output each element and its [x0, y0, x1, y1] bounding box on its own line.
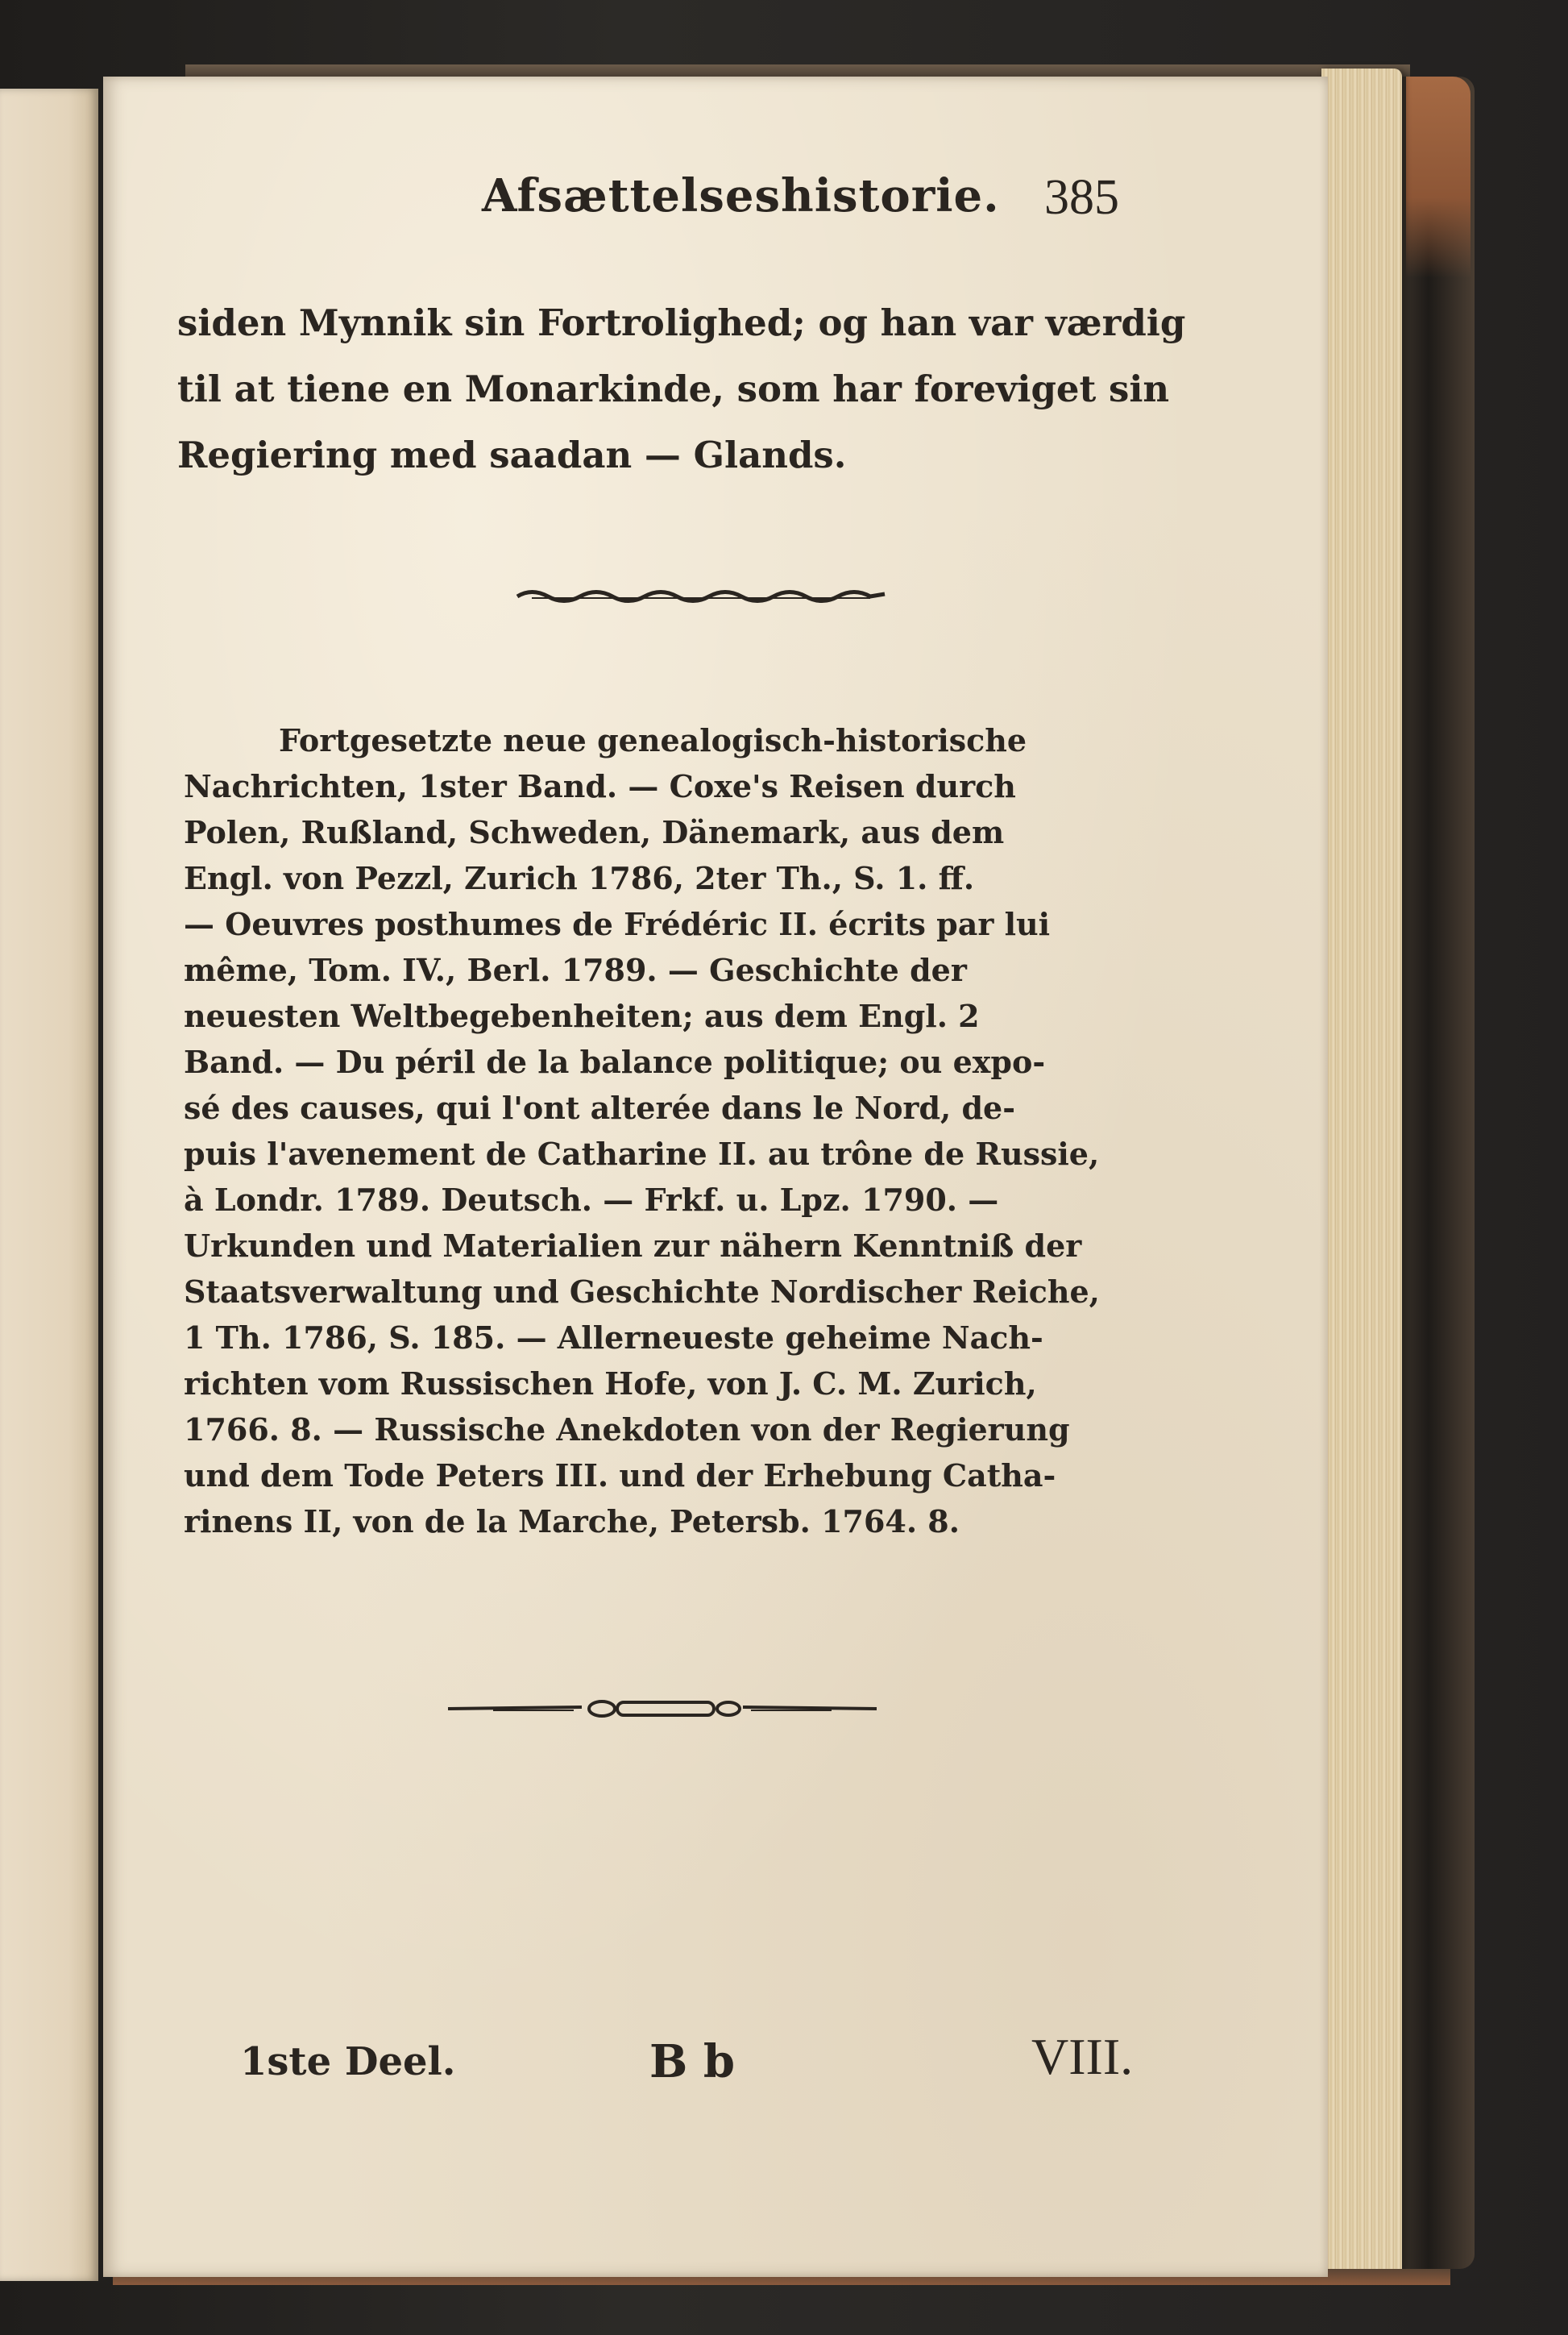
bibliography-line: même, Tom. IV., Berl. 1789. — Geschichte der: [184, 952, 967, 988]
bibliography-line: — Oeuvres posthumes de Frédéric II. écrits par lui: [184, 906, 1051, 942]
cover-corner-leather: [1406, 77, 1471, 278]
page-number: 385: [1044, 170, 1119, 225]
tailpiece-ornament: [445, 1693, 880, 1725]
bibliography-line: Staatsverwaltung und Geschichte Nordischer Reiche,: [184, 1273, 1100, 1310]
bibliography-block: [184, 717, 1100, 1544]
bibliography-line: rinens II, von de la Marche, Petersb. 1764. 8.: [184, 1503, 960, 1539]
bibliography-line: neuesten Weltbegebenheiten; aus dem Engl. 2: [184, 998, 980, 1034]
signature-mark: 1ste Deel.: [240, 2039, 456, 2084]
bibliography-line: Urkunden und Materialien zur nähern Kenntniß der: [184, 1228, 1082, 1264]
bibliography-line: Band. — Du péril de la balance politique; ou expo-: [184, 1044, 1046, 1080]
running-head: Afsættelseshistorie.: [482, 169, 1000, 222]
catchword: VIII.: [1031, 2028, 1134, 2085]
sheet-mark: B b: [649, 2035, 735, 2088]
bibliography-line: Nachrichten, 1ster Band. — Coxe's Reisen durch: [184, 768, 1016, 804]
bibliography-line: sé des causes, qui l'ont alterée dans le Nord, de-: [184, 1090, 1015, 1126]
facing-page-edge: [0, 89, 98, 2281]
bibliography-line: richten vom Russischen Hofe, von J. C. M. Zurich,: [184, 1365, 1037, 1402]
text-line: til at tiene en Monarkinde, som har foreviget sin: [177, 368, 1170, 410]
bibliography-line: 1766. 8. — Russische Anekdoten von der Regierung: [184, 1411, 1070, 1448]
bibliography-line: à Londr. 1789. Deutsch. — Frkf. u. Lpz. 1790. —: [184, 1182, 999, 1218]
bibliography-line: Engl. von Pezzl, Zurich 1786, 2ter Th., S. 1. ff.: [184, 860, 975, 896]
bibliography-line: Fortgesetzte neue genealogisch-historische: [279, 722, 1027, 758]
book-cover-edge: [1398, 77, 1475, 2269]
text-line: Regiering med saadan — Glands.: [177, 434, 847, 476]
bibliography-line: puis l'avenement de Catharine II. au trône de Russie,: [184, 1136, 1100, 1172]
bibliography-line: Polen, Rußland, Schweden, Dänemark, aus dem: [184, 814, 1005, 850]
page-fore-edge: [1321, 69, 1402, 2277]
text-line: siden Mynnik sin Fortrolighed; og han var værdig: [177, 301, 1186, 344]
bibliography-line: und dem Tode Peters III. und der Erhebung Catha-: [184, 1457, 1056, 1494]
wavy-rule-ornament: [516, 584, 886, 609]
bibliography-line: 1 Th. 1786, S. 185. — Allerneueste geheime Nach-: [184, 1319, 1043, 1356]
chapter-ending-text: [177, 290, 1185, 488]
